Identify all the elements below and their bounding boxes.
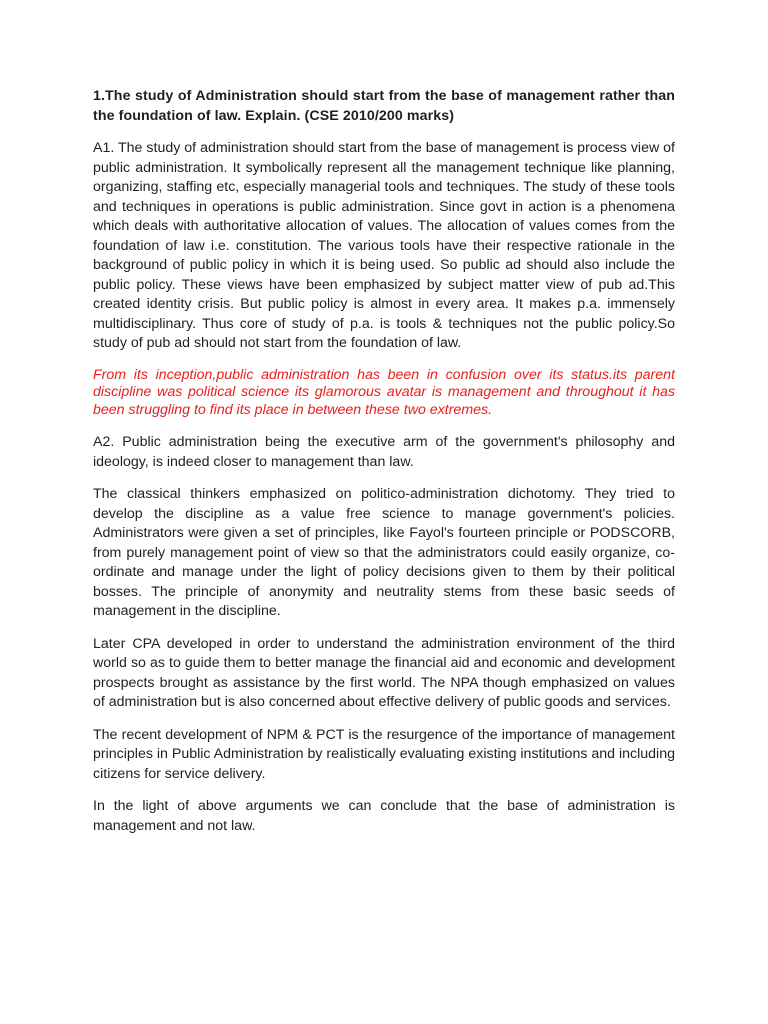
classical-thinkers-paragraph: The classical thinkers emphasized on politico-administration dichotomy. They tried to develop the discipline as a value free science to manage government's policies. Administrators were given a set of principles, like Fayol's fourteen principle or PODSCORB, from purely management point of view so that the administrators could easily organize, co-ordinate and manage under the light of policy decisions given to them by their political bosses. The principle of anonymity and neutrality stems from these basic seeds of management in the discipline. xyxy=(93,486,675,619)
conclusion-paragraph: In the light of above arguments we can conclude that the base of administration is management and not law. xyxy=(93,798,675,834)
cpa-paragraph: Later CPA developed in order to understand the administration environment of the third world so as to guide them to better manage the financial aid and economic and development prospects brought as assistance by the first world. The NPA though emphasized on values of administration but is also concerned about effective delivery of public goods and services. xyxy=(93,635,675,710)
answer-2-paragraph: A2. Public administration being the executive arm of the government's philosophy and ideology, is indeed closer to management than law. xyxy=(93,434,675,470)
document-page xyxy=(93,87,675,849)
npm-paragraph: The recent development of NPM & PCT is the resurgence of the importance of management principles in Public Administration by realistically evaluating existing institutions and including citizens for service delivery. xyxy=(93,726,675,782)
answer-1-paragraph: A1. The study of administration should start from the base of management is process view of public administration. It symbolically represent all the management technique like planning, organizing, staffing etc, especially managerial tools and techniques. The study of these tools and techniques in operations is public administration. Since govt in action is a phenomena which deals with authoritative allocation of values. The allocation of values comes from the foundation of law i.e. constitution. The various tools have their respective rationale in the background of public policy in which it is being used. So public ad should also include the public policy. These views have been emphasized by subject matter view of pub ad.This created identity crisis. But public policy is almost in every area. It makes p.a. immensely multidisciplinary. Thus core of study of p.a. is tools & techniques not the public policy.So study of pub ad should not start from the foundation of law. xyxy=(93,140,675,351)
question-heading: 1.The study of Administration should start from the base of management rather than the foundation of law. Explain. (CSE 2010/200 marks) xyxy=(93,88,675,124)
highlight-note: From its inception,public administration has been in confusion over its status.its parent discipline was political science its glamorous avatar is management and throughout it has been struggling to find its place in between these two extremes. xyxy=(93,366,675,418)
